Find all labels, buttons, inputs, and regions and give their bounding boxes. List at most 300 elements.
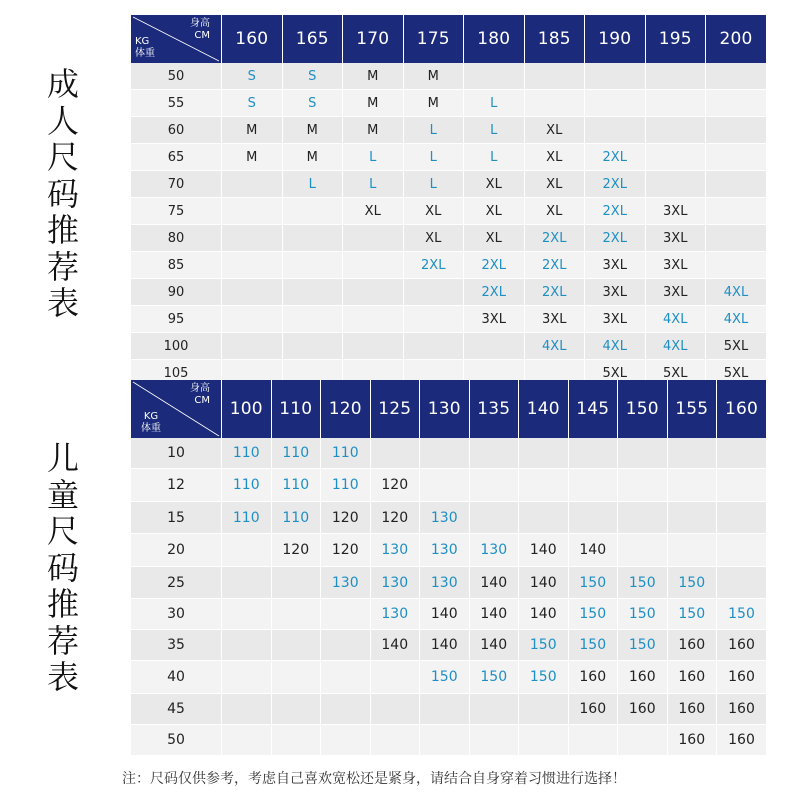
size-cell: XL	[524, 117, 585, 144]
size-cell	[645, 117, 706, 144]
size-cell	[706, 198, 767, 225]
size-cell: 2XL	[585, 171, 646, 198]
size-cell	[222, 225, 283, 252]
size-cell: 140	[519, 534, 569, 567]
size-cell: M	[282, 144, 343, 171]
size-cell: 150	[469, 661, 519, 694]
adult-title-char: 荐	[46, 247, 79, 286]
size-cell: XL	[343, 198, 404, 225]
size-cell	[271, 725, 321, 756]
size-cell: M	[343, 117, 404, 144]
size-cell: L	[464, 90, 525, 117]
weight-cell: 35	[131, 630, 222, 661]
weight-cell: 80	[131, 225, 222, 252]
size-cell	[222, 725, 272, 756]
size-cell	[469, 725, 519, 756]
size-cell	[222, 333, 283, 360]
size-cell	[585, 117, 646, 144]
size-cell: 150	[618, 599, 668, 630]
size-cell	[222, 630, 272, 661]
size-cell	[568, 469, 618, 502]
size-cell: 160	[717, 630, 767, 661]
size-cell: M	[343, 63, 404, 90]
size-cell	[519, 725, 569, 756]
size-cell: 140	[370, 630, 420, 661]
size-cell	[222, 198, 283, 225]
size-cell	[585, 63, 646, 90]
size-cell	[271, 599, 321, 630]
adult-side-title	[40, 66, 86, 322]
size-cell	[645, 144, 706, 171]
size-cell: 130	[370, 567, 420, 599]
height-unit: CM	[194, 30, 210, 41]
size-cell	[519, 469, 569, 502]
size-cell: 160	[568, 694, 618, 725]
size-cell: 150	[717, 599, 767, 630]
size-cell	[645, 90, 706, 117]
size-cell: L	[464, 144, 525, 171]
size-cell: 150	[519, 630, 569, 661]
size-cell: 4XL	[524, 333, 585, 360]
height-label: 身高	[190, 18, 210, 29]
table-row	[131, 661, 766, 694]
size-cell: 4XL	[585, 333, 646, 360]
weight-cell: 55	[131, 90, 222, 117]
kids-title-char: 童	[46, 475, 79, 514]
size-cell: M	[343, 90, 404, 117]
size-cell: 160	[717, 725, 767, 756]
size-cell: 150	[519, 661, 569, 694]
size-cell: 160	[618, 661, 668, 694]
weight-cell: 90	[131, 279, 222, 306]
adult-title-char: 尺	[46, 138, 79, 176]
table-row	[131, 63, 766, 90]
size-cell: 150	[667, 599, 717, 630]
table-row	[131, 225, 766, 252]
size-cell	[282, 333, 343, 360]
size-cell	[524, 90, 585, 117]
size-cell	[464, 63, 525, 90]
kids-title-char: 儿	[46, 439, 79, 477]
size-cell: 3XL	[645, 225, 706, 252]
size-cell: 160	[667, 694, 717, 725]
height-header-150: 150	[618, 380, 668, 438]
size-cell: 110	[222, 469, 272, 502]
size-cell	[706, 225, 767, 252]
size-cell: 150	[667, 567, 717, 599]
size-cell: 110	[271, 469, 321, 502]
size-cell: 130	[420, 502, 470, 534]
size-cell	[321, 630, 371, 661]
size-cell	[585, 90, 646, 117]
size-cell: 160	[667, 725, 717, 756]
size-cell	[618, 725, 668, 756]
size-cell	[271, 694, 321, 725]
size-cell	[282, 279, 343, 306]
size-cell: S	[282, 90, 343, 117]
weight-cell: 20	[131, 534, 222, 567]
size-cell: 140	[420, 630, 470, 661]
size-cell	[420, 694, 470, 725]
size-cell: 120	[321, 534, 371, 567]
size-cell	[568, 725, 618, 756]
table-row	[131, 599, 766, 630]
size-cell: 2XL	[585, 144, 646, 171]
size-cell: 2XL	[464, 279, 525, 306]
weight-unit: KG	[143, 411, 159, 422]
table-row	[131, 198, 766, 225]
size-cell: 140	[420, 599, 470, 630]
size-cell: 110	[321, 438, 371, 469]
size-cell: 140	[469, 567, 519, 599]
size-cell	[282, 198, 343, 225]
table-row	[131, 502, 766, 534]
kids-side-title	[40, 440, 86, 696]
size-cell: 120	[271, 534, 321, 567]
weight-cell: 12	[131, 469, 222, 502]
height-header-125: 125	[370, 380, 420, 438]
size-cell	[706, 144, 767, 171]
size-cell	[222, 306, 283, 333]
size-cell	[618, 502, 668, 534]
size-cell: 120	[370, 469, 420, 502]
size-cell: M	[403, 63, 464, 90]
height-header-170: 170	[343, 15, 404, 63]
weight-cell: 25	[131, 567, 222, 599]
height-unit: CM	[194, 395, 210, 406]
size-cell	[321, 661, 371, 694]
weight-cell: 100	[131, 333, 222, 360]
size-cell: 160	[717, 661, 767, 694]
weight-label: 体重	[141, 423, 161, 434]
kids-title-char: 码	[46, 548, 79, 587]
table-row	[131, 469, 766, 502]
size-cell	[618, 438, 668, 469]
size-cell	[645, 171, 706, 198]
size-cell	[343, 252, 404, 279]
height-header-180: 180	[464, 15, 525, 63]
height-header-200: 200	[706, 15, 767, 63]
size-cell: M	[222, 117, 283, 144]
size-cell: 3XL	[585, 252, 646, 279]
weight-axis-label	[141, 411, 161, 435]
size-cell	[321, 725, 371, 756]
size-cell: 110	[271, 502, 321, 534]
size-cell	[222, 171, 283, 198]
size-cell	[667, 469, 717, 502]
table-row	[131, 438, 766, 469]
size-cell: XL	[464, 171, 525, 198]
table-row	[131, 725, 766, 756]
adult-title-char: 成	[46, 65, 79, 103]
size-cell	[420, 469, 470, 502]
size-cell	[403, 279, 464, 306]
adult-title-char: 码	[46, 174, 79, 213]
size-cell: 110	[222, 502, 272, 534]
size-cell: S	[222, 90, 283, 117]
size-cell	[343, 333, 404, 360]
size-cell	[222, 279, 283, 306]
table-row	[131, 534, 766, 567]
header-row	[131, 380, 766, 438]
size-cell: 160	[568, 661, 618, 694]
kids-title-char: 尺	[46, 512, 79, 550]
size-cell: L	[403, 117, 464, 144]
size-cell	[706, 63, 767, 90]
table-row	[131, 306, 766, 333]
size-cell	[222, 694, 272, 725]
size-cell	[618, 534, 668, 567]
size-cell	[282, 225, 343, 252]
size-cell	[706, 252, 767, 279]
height-header-190: 190	[585, 15, 646, 63]
size-cell: 140	[568, 534, 618, 567]
adult-size-table	[131, 15, 766, 387]
size-cell: 130	[469, 534, 519, 567]
size-cell	[271, 630, 321, 661]
table-row	[131, 117, 766, 144]
table-row	[131, 630, 766, 661]
size-cell: 140	[519, 567, 569, 599]
size-cell: M	[222, 144, 283, 171]
size-cell	[420, 725, 470, 756]
height-header-160: 160	[717, 380, 767, 438]
height-header-165: 165	[282, 15, 343, 63]
size-cell	[706, 117, 767, 144]
size-cell	[343, 225, 404, 252]
size-cell	[282, 306, 343, 333]
size-cell: 130	[370, 599, 420, 630]
table-row	[131, 333, 766, 360]
weight-cell: 50	[131, 63, 222, 90]
size-cell	[403, 306, 464, 333]
kids-title-char: 表	[46, 658, 79, 696]
size-cell	[667, 438, 717, 469]
height-axis-label	[190, 383, 210, 407]
height-header-120: 120	[321, 380, 371, 438]
size-cell: 150	[420, 661, 470, 694]
weight-cell: 105	[131, 360, 222, 387]
size-cell	[568, 502, 618, 534]
size-cell: L	[343, 144, 404, 171]
table-row	[131, 694, 766, 725]
size-cell	[717, 469, 767, 502]
size-cell	[370, 438, 420, 469]
weight-cell: 45	[131, 694, 222, 725]
weight-unit: KG	[135, 36, 150, 47]
size-cell: 2XL	[524, 225, 585, 252]
weight-cell: 65	[131, 144, 222, 171]
size-cell: 150	[568, 599, 618, 630]
size-cell: 130	[321, 567, 371, 599]
header-row	[131, 15, 766, 63]
size-cell	[271, 661, 321, 694]
size-cell: 2XL	[524, 252, 585, 279]
size-cell: 110	[321, 469, 371, 502]
kids-title-char: 荐	[46, 621, 79, 660]
size-cell: 5XL	[706, 360, 767, 387]
size-cell	[706, 171, 767, 198]
weight-cell: 10	[131, 438, 222, 469]
size-cell	[717, 567, 767, 599]
size-cell: L	[403, 171, 464, 198]
weight-axis-label	[135, 36, 155, 60]
size-cell	[321, 599, 371, 630]
size-cell: M	[403, 90, 464, 117]
weight-cell: 60	[131, 117, 222, 144]
size-cell: 2XL	[524, 279, 585, 306]
size-cell: S	[282, 63, 343, 90]
height-header-185: 185	[524, 15, 585, 63]
size-cell: S	[222, 63, 283, 90]
size-cell	[519, 502, 569, 534]
size-cell	[370, 725, 420, 756]
height-header-135: 135	[469, 380, 519, 438]
size-cell	[706, 90, 767, 117]
size-cell	[321, 694, 371, 725]
table-row	[131, 279, 766, 306]
size-cell: L	[464, 117, 525, 144]
size-cell	[222, 534, 272, 567]
height-axis-label	[190, 18, 210, 42]
size-cell: XL	[524, 198, 585, 225]
size-cell: 3XL	[585, 279, 646, 306]
size-cell	[667, 534, 717, 567]
size-cell	[469, 469, 519, 502]
size-cell	[469, 502, 519, 534]
size-cell	[282, 252, 343, 279]
size-cell: XL	[524, 171, 585, 198]
weight-cell: 70	[131, 171, 222, 198]
size-cell: 5XL	[585, 360, 646, 387]
size-cell	[524, 63, 585, 90]
weight-cell: 75	[131, 198, 222, 225]
height-header-140: 140	[519, 380, 569, 438]
size-cell	[717, 438, 767, 469]
size-cell: 3XL	[645, 279, 706, 306]
kids-title-char: 推	[46, 585, 79, 623]
size-cell	[343, 306, 404, 333]
size-cell: 2XL	[585, 225, 646, 252]
size-cell: XL	[464, 225, 525, 252]
size-cell: 5XL	[645, 360, 706, 387]
height-header-145: 145	[568, 380, 618, 438]
weight-cell: 15	[131, 502, 222, 534]
size-cell	[645, 63, 706, 90]
size-note: 注：尺码仅供参考，考虑自己喜欢宽松还是紧身，请结合自身穿着习惯进行选择！	[122, 771, 626, 787]
size-cell: L	[343, 171, 404, 198]
table-row	[131, 90, 766, 117]
size-cell: M	[282, 117, 343, 144]
size-cell: 150	[618, 567, 668, 599]
table-row	[131, 144, 766, 171]
size-cell: 150	[568, 567, 618, 599]
size-cell: 4XL	[706, 306, 767, 333]
size-cell	[667, 502, 717, 534]
size-cell: 3XL	[645, 252, 706, 279]
adult-title-char: 推	[46, 211, 79, 249]
size-cell	[370, 694, 420, 725]
corner-header-cell	[131, 380, 222, 438]
size-cell: 3XL	[585, 306, 646, 333]
kids-size-table	[131, 380, 766, 756]
size-cell	[403, 333, 464, 360]
size-cell: 140	[469, 599, 519, 630]
size-cell: 130	[370, 534, 420, 567]
size-cell	[717, 502, 767, 534]
height-header-160: 160	[222, 15, 283, 63]
size-cell	[717, 534, 767, 567]
size-cell: 150	[568, 630, 618, 661]
height-header-100: 100	[222, 380, 272, 438]
size-cell: 160	[717, 694, 767, 725]
size-cell: 160	[667, 661, 717, 694]
corner-header-cell	[131, 15, 222, 63]
size-cell: 5XL	[706, 333, 767, 360]
size-cell: 2XL	[585, 198, 646, 225]
height-header-110: 110	[271, 380, 321, 438]
size-cell	[469, 694, 519, 725]
size-cell: 4XL	[645, 333, 706, 360]
weight-cell: 50	[131, 725, 222, 756]
size-cell: 130	[420, 567, 470, 599]
size-cell	[343, 279, 404, 306]
size-cell: 3XL	[524, 306, 585, 333]
size-cell	[370, 661, 420, 694]
size-cell: 130	[420, 534, 470, 567]
size-cell	[271, 567, 321, 599]
size-cell: 110	[222, 438, 272, 469]
size-cell	[222, 252, 283, 279]
size-cell: 150	[618, 630, 668, 661]
size-cell: 3XL	[464, 306, 525, 333]
size-cell: 120	[321, 502, 371, 534]
table-row	[131, 252, 766, 279]
size-cell: XL	[403, 225, 464, 252]
size-cell: 160	[618, 694, 668, 725]
adult-title-char: 表	[46, 284, 79, 322]
table-row	[131, 567, 766, 599]
size-cell	[519, 438, 569, 469]
size-cell	[568, 438, 618, 469]
height-header-155: 155	[667, 380, 717, 438]
size-cell: L	[403, 144, 464, 171]
size-cell	[618, 469, 668, 502]
weight-cell: 85	[131, 252, 222, 279]
size-cell: 4XL	[706, 279, 767, 306]
size-cell: XL	[464, 198, 525, 225]
size-cell: 2XL	[464, 252, 525, 279]
size-cell: 160	[667, 630, 717, 661]
height-header-130: 130	[420, 380, 470, 438]
size-cell: XL	[524, 144, 585, 171]
height-header-195: 195	[645, 15, 706, 63]
weight-cell: 40	[131, 661, 222, 694]
table-row	[131, 171, 766, 198]
size-cell	[420, 438, 470, 469]
size-cell: 3XL	[645, 198, 706, 225]
size-cell	[519, 694, 569, 725]
size-cell: 140	[469, 630, 519, 661]
size-cell: L	[282, 171, 343, 198]
size-cell: 140	[519, 599, 569, 630]
size-cell	[469, 438, 519, 469]
size-cell: 2XL	[403, 252, 464, 279]
height-header-175: 175	[403, 15, 464, 63]
size-cell	[222, 567, 272, 599]
size-cell: 110	[271, 438, 321, 469]
adult-title-char: 人	[46, 101, 79, 140]
